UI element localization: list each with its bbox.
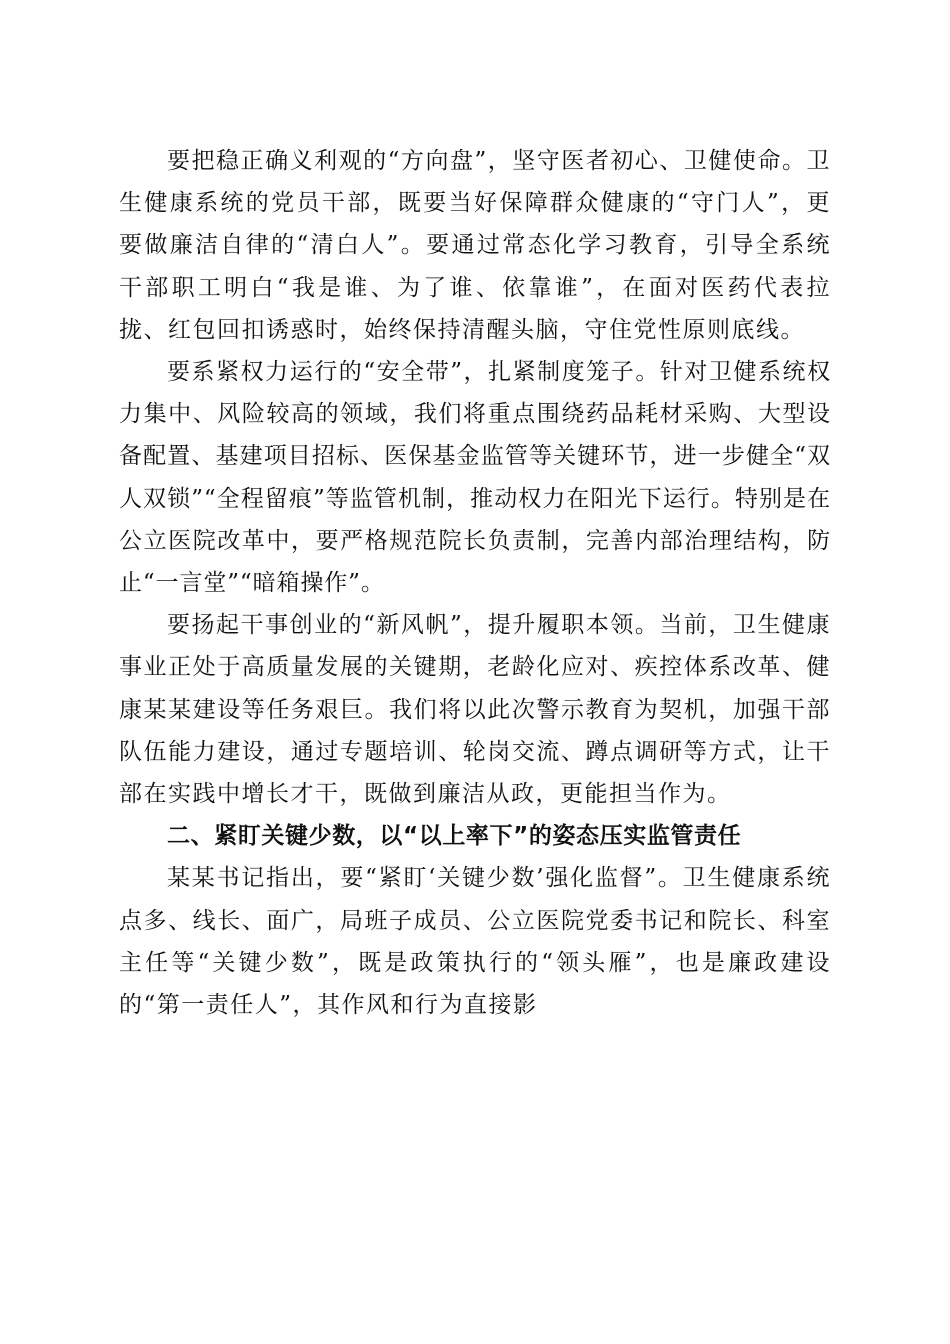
section-heading-key-minority: 二、紧盯关键少数，以“以上率下”的姿态压实监管责任 bbox=[167, 823, 742, 850]
paragraph-key-minority: 某某书记指出，要“紧盯‘关键少数’强化监督”。卫生健康系统点多、线长、面广，局班子成员、公立医院党委书记和院长、科室主任等“关键少数”，既是政策执行的“领头雁”，也是廉政建设的“第一责任人”，其作风和行为直接影 bbox=[119, 865, 831, 1019]
paragraph-new-sail: 要扬起干事创业的“新风帆”，提升履职本领。当前，卫生健康事业正处于高质量发展的关键期，老龄化应对、疾控体系改革、健康某某建设等任务艰巨。我们将以此次警示教育为契机，加强干部队伍能力建设，通过专题培训、轮岗交流、蹲点调研等方式，让干部在实践中增长才干，既做到廉洁从政，更能担当作为。 bbox=[119, 612, 831, 808]
paragraph-power-seatbelt: 要系紧权力运行的“安全带”，扎紧制度笼子。针对卫健系统权力集中、风险较高的领域，我们将重点围绕药品耗材采购、大型设备配置、基建项目招标、医保基金监管等关键环节，进一步健全“双人双锁”“全程留痕”等监管机制，推动权力在阳光下运行。特别是在公立医院改革中，要严格规范院长负责制，完善内部治理结构，防止“一言堂”“暗箱操作”。 bbox=[119, 359, 831, 597]
paragraph-righteous-profit-view: 要把稳正确义利观的“方向盘”，坚守医者初心、卫健使命。卫生健康系统的党员干部，既要当好保障群众健康的“守门人”，更要做廉洁自律的“清白人”。要通过常态化学习教育，引导全系统干部职工明白“我是谁、为了谁、依靠谁”，在面对医药代表拉拢、红包回扣诱惑时，始终保持清醒头脑，守住党性原则底线。 bbox=[119, 148, 831, 343]
document-body bbox=[119, 140, 831, 1026]
